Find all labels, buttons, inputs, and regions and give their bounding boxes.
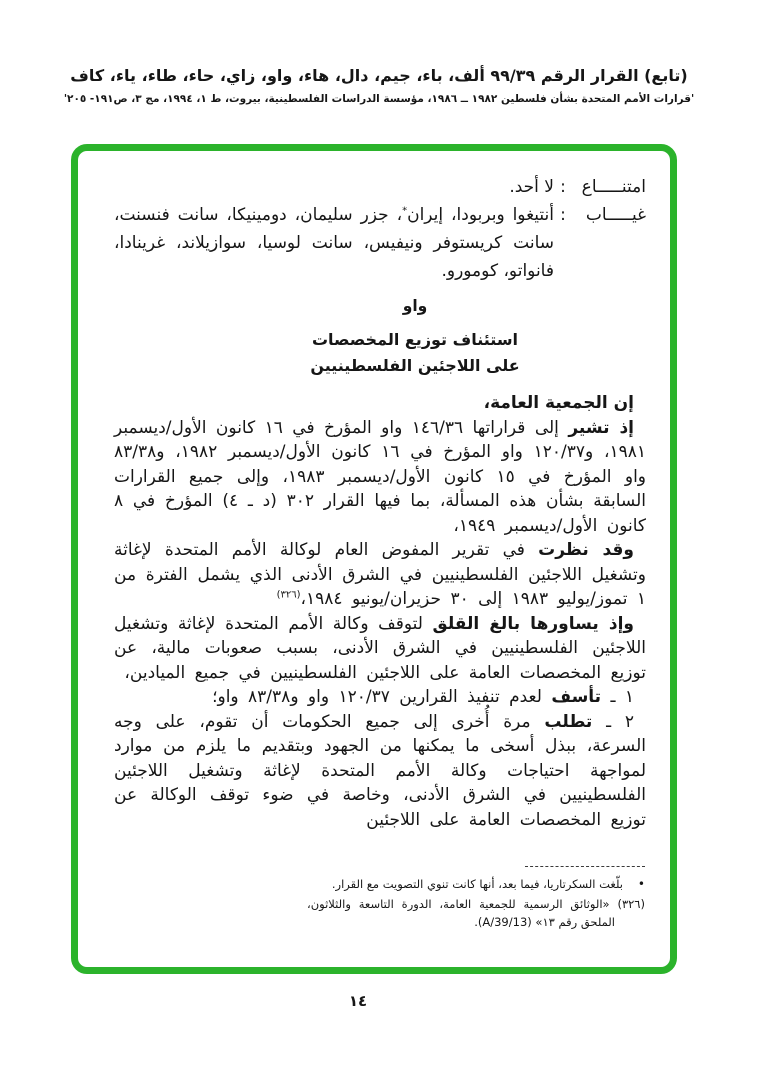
paragraph-lead: وإذ يساورها بالغ القلق bbox=[432, 613, 634, 634]
item-lead: تطلب bbox=[544, 711, 593, 732]
absent-label: غيـــــاب bbox=[585, 205, 646, 225]
footnote-326-label: (٣٢٦) bbox=[609, 896, 645, 911]
item-number: ٢ ـ bbox=[592, 711, 634, 732]
preamble-paragraph-2 bbox=[114, 538, 646, 612]
paragraph-lead: إذ تشير bbox=[568, 417, 635, 438]
paragraph-text: لتوقف وكالة الأمم المتحدة لإغاثة وتشغيل اللاجئين الفلسطينيين في الشرق الأدنى، بسبب صعوبات مالية، عن توزيع المخصصات العامة على اللاجئين الفلسطينيين في جميع الميادين، bbox=[114, 613, 646, 683]
abstain-value: لا أحد. bbox=[509, 177, 554, 197]
item-text: لعدم تنفيذ القرارين ١٢٠/٣٧ واو و٨٣/٣٨ واو؛ bbox=[212, 687, 552, 707]
asterisk-footnote-text: بلّغت السكرتاريا، فيما بعد، أنها كانت تنوي التصويت مع القرار. bbox=[331, 877, 623, 891]
abstain-label: امتنـــــاع bbox=[581, 177, 646, 197]
footnote-bullet-marker: • bbox=[637, 877, 645, 891]
page-header bbox=[0, 66, 758, 105]
page-number: ١٤ bbox=[348, 992, 368, 1010]
paragraph-lead: وقد نظرت bbox=[538, 540, 634, 560]
section-letter-heading: واو bbox=[402, 297, 428, 315]
item-lead: تأسف bbox=[551, 687, 602, 707]
item-number: ١ ـ bbox=[601, 687, 634, 707]
operative-paragraph-2 bbox=[114, 710, 646, 833]
preamble-paragraph-3 bbox=[114, 612, 646, 686]
paragraph-text: في تقرير المفوض العام لوكالة الأمم المتحدة لإغاثة وتشغيل اللاجئين الفلسطينيين في الشرق الأدنى الذي يشمل الفترة من ١ تموز/يوليو ١٩٨٣ إلى ٣٠ حزيران/يونيو ١٩٨٤، bbox=[114, 540, 646, 609]
absent-value bbox=[114, 201, 554, 285]
paragraph-text: إلى قراراتها ١٤٦/٣٦ واو المؤرخ في ١٦ كانون الأول/ديسمبر ١٩٨١، و١٢٠/٣٧ واو المؤرخ في ١٦ كانون الأول/ديسمبر ١٩٨٢، و٨٣/٣٨ واو المؤرخ في ١٥ كانون الأول/ديسمبر ١٩٨٣، وإلى جميع القرارات السابقة بشأن هذه المسألة، بما فيها القرار ٣٠٢ (د ـ ٤) المؤرخ في ٨ كانون الأول/ديسمبر ١٩٤٩، bbox=[114, 417, 647, 536]
absent-colon: : bbox=[560, 205, 566, 225]
opening-phrase: إن الجمعية العامة، bbox=[483, 393, 634, 413]
asterisk-footnote bbox=[307, 875, 645, 894]
absent-value-text-cont: ، جزر سليمان، دومينيكا، سانت فنسنت، سانت كريستوفر ونيفيس، سانت لوسيا، سوازيلاند، غرينادا، فانواتو، كومورو. bbox=[114, 205, 554, 281]
absent-value-text: أنتيغوا وبربودا، إيران bbox=[407, 205, 554, 225]
abstain-colon: : bbox=[560, 177, 566, 197]
item-text: مرة أُخرى إلى جميع الحكومات أن تقوم، على وجه السرعة، ببذل أسخى ما يمكنها من الجهود وبتقديم ما يلزم من موارد لمواجهة احتياجات وكالة الأمم المتحدة لإغاثة وتشغيل اللاجئين الفلسطينيين في الشرق الأدنى، وخاصة في ضوء توقف الوكالة عن توزيع المخصصات العامة على اللاجئين bbox=[114, 711, 646, 830]
vote-record bbox=[114, 173, 646, 285]
operative-paragraph-1 bbox=[114, 685, 646, 710]
footnote-326 bbox=[307, 895, 645, 932]
footnote-ref-326: (٣٢٦) bbox=[276, 589, 301, 601]
footnote-block bbox=[307, 866, 645, 932]
absent-row bbox=[114, 201, 646, 285]
abstain-row bbox=[114, 173, 646, 201]
footnote-separator bbox=[525, 866, 645, 867]
resolution-title: (تابع) القرار الرقم ٩٩/٣٩ ألف، باء، جيم، دال، هاء، واو، زاي، حاء، طاء، ياء، كاف bbox=[70, 66, 688, 85]
section-heading bbox=[114, 297, 646, 379]
green-frame bbox=[71, 144, 677, 974]
source-citation: 'قرارات الأمم المتحدة بشأن فلسطين ١٩٨٢ ــ ١٩٨٦، مؤسسة الدراسات الفلسطينية، بيروت، ط ١، ١٩٩٤، مج ٣، ص١٩١- ٢٠٥' bbox=[63, 93, 695, 105]
footnote-326-text: «الوثائق الرسمية للجمعية العامة، الدورة التاسعة والثلاثون، الملحق رقم ١٣» (A/39/13). bbox=[307, 896, 615, 929]
iran-footnote-star: * bbox=[402, 205, 408, 217]
section-title-line-2: على اللاجئين الفلسطينيين bbox=[310, 356, 520, 375]
preamble-paragraph-1 bbox=[114, 416, 646, 539]
section-title-line-1: استئناف توزيع المخصصات bbox=[311, 330, 519, 349]
